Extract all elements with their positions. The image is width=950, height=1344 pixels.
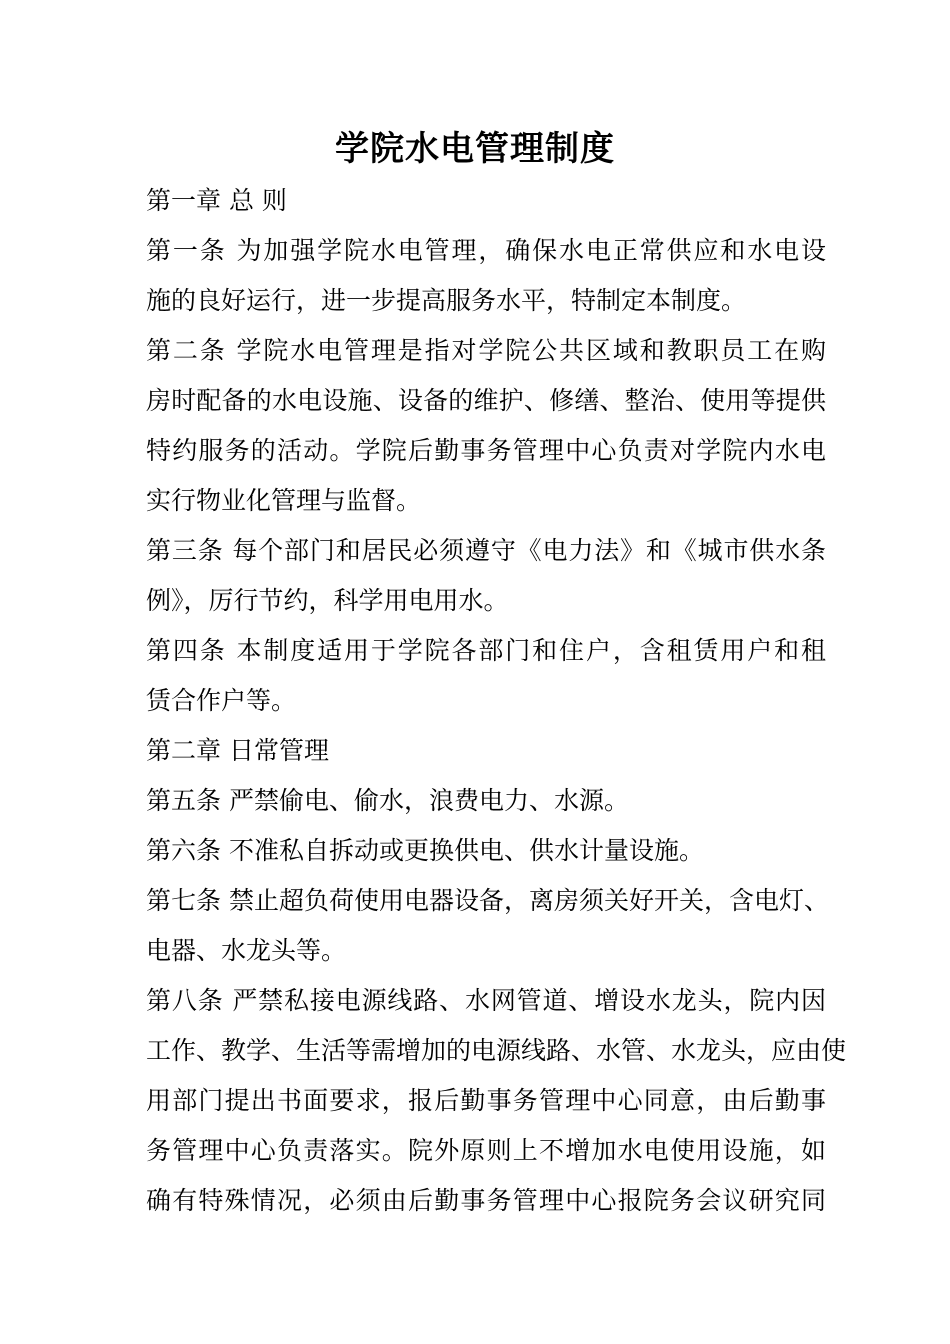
paragraph-line: 第二条 学院水电管理是指对学院公共区域和教职员工在购 (146, 336, 826, 365)
paragraph-line: 务管理中心负责落实。院外原则上不增加水电使用设施，如 (146, 1136, 826, 1165)
chapter-heading-1: 第一章 总 则 (146, 186, 287, 215)
document-body (146, 176, 847, 1226)
paragraph-line: 第四条 本制度适用于学院各部门和住户，含租赁用户和租 (146, 636, 826, 665)
paragraph-line: 房时配备的水电设施、设备的维护、修缮、整治、使用等提供 (146, 386, 826, 415)
paragraph-line: 用部门提出书面要求，报后勤事务管理中心同意，由后勤事 (146, 1086, 826, 1115)
paragraph-line: 电器、水龙头等。 (146, 936, 347, 965)
paragraph-line: 施的良好运行，进一步提高服务水平，特制定本制度。 (146, 286, 747, 315)
paragraph-line: 第七条 禁止超负荷使用电器设备，离房须关好开关，含电灯、 (146, 886, 829, 915)
document-title: 学院水电管理制度 (335, 129, 615, 169)
paragraph-line: 工作、教学、生活等需增加的电源线路、水管、水龙头，应由使 (146, 1036, 847, 1065)
paragraph-line: 第一条 为加强学院水电管理，确保水电正常供应和水电设 (146, 236, 826, 265)
paragraph-line: 第五条 严禁偷电、偷水，浪费电力、水源。 (146, 786, 629, 815)
paragraph-line: 特约服务的活动。学院后勤事务管理中心负责对学院内水电 (146, 436, 826, 465)
paragraph-line: 第三条 每个部门和居民必须遵守《电力法》和《城市供水条 (146, 536, 826, 565)
paragraph-line: 例》，厉行节约，科学用电用水。 (146, 586, 509, 615)
paragraph-line: 实行物业化管理与监督。 (146, 486, 422, 515)
paragraph-line: 确有特殊情况，必须由后勤事务管理中心报院务会议研究同 (146, 1186, 826, 1215)
paragraph-line: 第六条 不准私自拆动或更换供电、供水计量设施。 (146, 836, 704, 865)
chapter-heading-2: 第二章 日常管理 (146, 736, 329, 765)
paragraph-line: 第八条 严禁私接电源线路、水网管道、增设水龙头，院内因 (146, 986, 826, 1015)
paragraph-line: 赁合作户等。 (146, 686, 297, 715)
